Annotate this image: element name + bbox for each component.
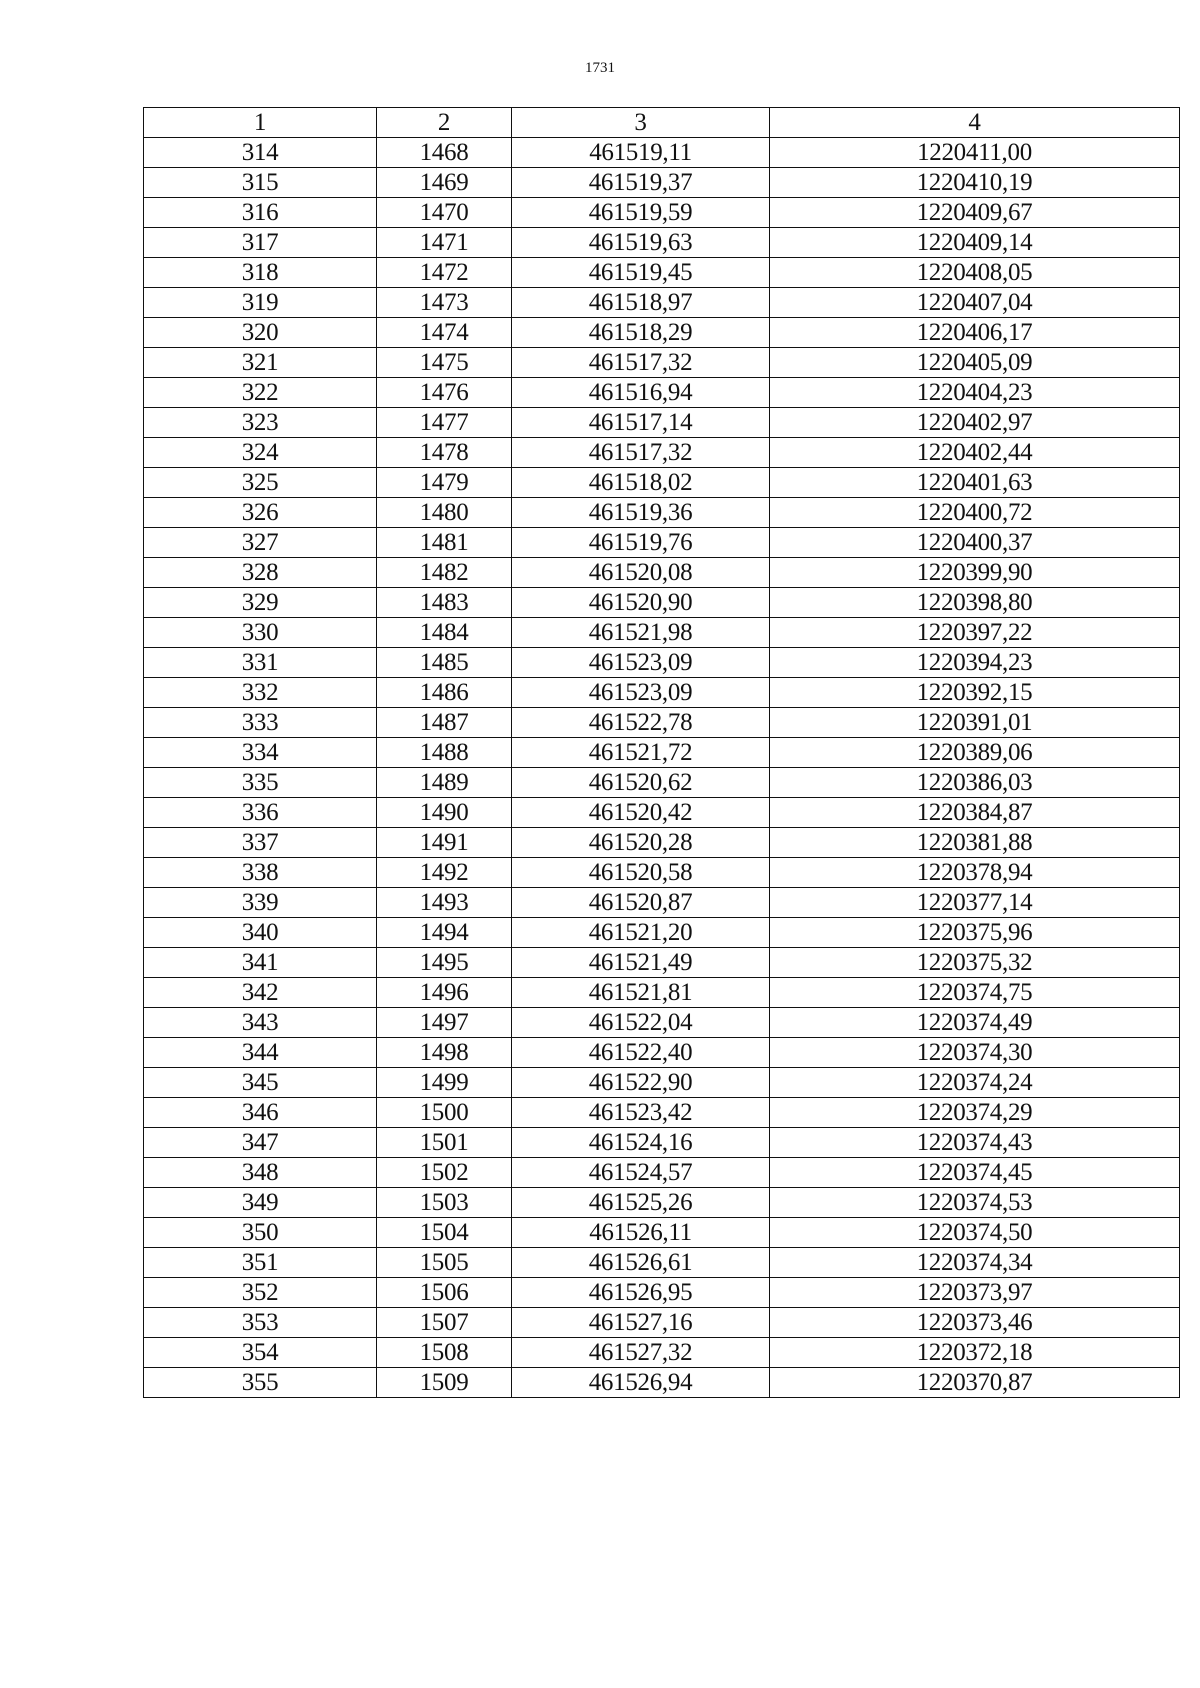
table-cell-col-3: 461526,95 <box>512 1278 770 1308</box>
table-row <box>144 1038 1180 1068</box>
table-cell-col-1: 325 <box>144 468 377 498</box>
table-cell-col-3: 461523,09 <box>512 678 770 708</box>
table-cell-col-1: 340 <box>144 918 377 948</box>
table-cell-col-3: 461523,09 <box>512 648 770 678</box>
header-cell-1: 1 <box>144 108 377 138</box>
table-cell-col-1: 314 <box>144 138 377 168</box>
table-row <box>144 528 1180 558</box>
table-cell-col-4: 1220392,15 <box>770 678 1180 708</box>
table-cell-col-1: 351 <box>144 1248 377 1278</box>
table-cell-col-3: 461520,42 <box>512 798 770 828</box>
table-cell-col-4: 1220394,23 <box>770 648 1180 678</box>
table-row <box>144 618 1180 648</box>
table-cell-col-1: 320 <box>144 318 377 348</box>
header-cell-2: 2 <box>377 108 512 138</box>
table-cell-col-2: 1506 <box>377 1278 512 1308</box>
table-cell-col-4: 1220375,32 <box>770 948 1180 978</box>
table-cell-col-1: 347 <box>144 1128 377 1158</box>
table-cell-col-4: 1220389,06 <box>770 738 1180 768</box>
table-cell-col-3: 461520,28 <box>512 828 770 858</box>
table-cell-col-4: 1220410,19 <box>770 168 1180 198</box>
table-cell-col-3: 461516,94 <box>512 378 770 408</box>
table-cell-col-4: 1220374,24 <box>770 1068 1180 1098</box>
table-cell-col-3: 461526,61 <box>512 1248 770 1278</box>
table-cell-col-1: 327 <box>144 528 377 558</box>
table-row <box>144 1098 1180 1128</box>
table-cell-col-2: 1476 <box>377 378 512 408</box>
table-cell-col-2: 1468 <box>377 138 512 168</box>
table-cell-col-3: 461522,40 <box>512 1038 770 1068</box>
table-cell-col-3: 461519,45 <box>512 258 770 288</box>
table-cell-col-4: 1220374,30 <box>770 1038 1180 1068</box>
table-row <box>144 288 1180 318</box>
table-row <box>144 468 1180 498</box>
table-cell-col-2: 1471 <box>377 228 512 258</box>
table-cell-col-4: 1220386,03 <box>770 768 1180 798</box>
table-cell-col-3: 461520,58 <box>512 858 770 888</box>
table-cell-col-2: 1478 <box>377 438 512 468</box>
table-cell-col-4: 1220373,97 <box>770 1278 1180 1308</box>
table-cell-col-2: 1496 <box>377 978 512 1008</box>
table-cell-col-2: 1499 <box>377 1068 512 1098</box>
table-row <box>144 318 1180 348</box>
table-row <box>144 138 1180 168</box>
table-cell-col-2: 1503 <box>377 1188 512 1218</box>
table-cell-col-4: 1220402,97 <box>770 408 1180 438</box>
table-cell-col-3: 461522,04 <box>512 1008 770 1038</box>
table-cell-col-2: 1491 <box>377 828 512 858</box>
table-cell-col-2: 1501 <box>377 1128 512 1158</box>
table-cell-col-3: 461517,32 <box>512 438 770 468</box>
table-cell-col-4: 1220406,17 <box>770 318 1180 348</box>
table-cell-col-2: 1470 <box>377 198 512 228</box>
table-cell-col-4: 1220381,88 <box>770 828 1180 858</box>
table-cell-col-1: 341 <box>144 948 377 978</box>
table-cell-col-4: 1220409,14 <box>770 228 1180 258</box>
table-row <box>144 888 1180 918</box>
table-row <box>144 1128 1180 1158</box>
table-cell-col-1: 343 <box>144 1008 377 1038</box>
table-cell-col-2: 1474 <box>377 318 512 348</box>
table-cell-col-2: 1490 <box>377 798 512 828</box>
table-cell-col-1: 344 <box>144 1038 377 1068</box>
table-cell-col-1: 335 <box>144 768 377 798</box>
table-body <box>144 138 1180 1398</box>
table-cell-col-2: 1469 <box>377 168 512 198</box>
table-cell-col-1: 337 <box>144 828 377 858</box>
table-cell-col-4: 1220378,94 <box>770 858 1180 888</box>
table-row <box>144 588 1180 618</box>
table-cell-col-1: 318 <box>144 258 377 288</box>
table-cell-col-4: 1220375,96 <box>770 918 1180 948</box>
table-cell-col-4: 1220409,67 <box>770 198 1180 228</box>
header-row <box>144 108 1180 138</box>
table-cell-col-1: 323 <box>144 408 377 438</box>
table-cell-col-4: 1220372,18 <box>770 1338 1180 1368</box>
table-cell-col-4: 1220397,22 <box>770 618 1180 648</box>
table-row <box>144 1158 1180 1188</box>
table-cell-col-3: 461526,11 <box>512 1218 770 1248</box>
table-cell-col-1: 328 <box>144 558 377 588</box>
table-cell-col-3: 461524,16 <box>512 1128 770 1158</box>
table-cell-col-3: 461518,97 <box>512 288 770 318</box>
table-cell-col-3: 461519,59 <box>512 198 770 228</box>
table-cell-col-1: 353 <box>144 1308 377 1338</box>
table-cell-col-3: 461519,11 <box>512 138 770 168</box>
table-cell-col-1: 342 <box>144 978 377 1008</box>
table-cell-col-2: 1489 <box>377 768 512 798</box>
table-row <box>144 348 1180 378</box>
table-cell-col-1: 315 <box>144 168 377 198</box>
table-cell-col-4: 1220398,80 <box>770 588 1180 618</box>
table-row <box>144 918 1180 948</box>
table-cell-col-3: 461524,57 <box>512 1158 770 1188</box>
table-cell-col-4: 1220374,43 <box>770 1128 1180 1158</box>
table-row <box>144 1188 1180 1218</box>
table-cell-col-2: 1492 <box>377 858 512 888</box>
table-cell-col-4: 1220391,01 <box>770 708 1180 738</box>
table-cell-col-2: 1485 <box>377 648 512 678</box>
table-cell-col-4: 1220384,87 <box>770 798 1180 828</box>
table-row <box>144 498 1180 528</box>
table-row <box>144 1218 1180 1248</box>
table-cell-col-3: 461517,32 <box>512 348 770 378</box>
table-cell-col-1: 319 <box>144 288 377 318</box>
table-cell-col-4: 1220404,23 <box>770 378 1180 408</box>
table-cell-col-3: 461523,42 <box>512 1098 770 1128</box>
table-cell-col-1: 355 <box>144 1368 377 1398</box>
table-cell-col-3: 461520,62 <box>512 768 770 798</box>
table-cell-col-2: 1480 <box>377 498 512 528</box>
table-cell-col-4: 1220373,46 <box>770 1308 1180 1338</box>
coordinates-table <box>143 107 1180 1398</box>
table-cell-col-3: 461521,72 <box>512 738 770 768</box>
table-cell-col-2: 1482 <box>377 558 512 588</box>
table-row <box>144 1338 1180 1368</box>
table-cell-col-1: 330 <box>144 618 377 648</box>
table-row <box>144 978 1180 1008</box>
table-cell-col-2: 1488 <box>377 738 512 768</box>
table-cell-col-1: 321 <box>144 348 377 378</box>
table-cell-col-2: 1498 <box>377 1038 512 1068</box>
table-cell-col-1: 332 <box>144 678 377 708</box>
table-cell-col-4: 1220374,53 <box>770 1188 1180 1218</box>
table-cell-col-3: 461518,29 <box>512 318 770 348</box>
table-cell-col-2: 1481 <box>377 528 512 558</box>
table-cell-col-3: 461519,37 <box>512 168 770 198</box>
table-cell-col-3: 461521,98 <box>512 618 770 648</box>
table-cell-col-3: 461526,94 <box>512 1368 770 1398</box>
table-cell-col-3: 461525,26 <box>512 1188 770 1218</box>
table-cell-col-2: 1483 <box>377 588 512 618</box>
table-cell-col-1: 354 <box>144 1338 377 1368</box>
table-cell-col-3: 461522,78 <box>512 708 770 738</box>
table-cell-col-3: 461519,36 <box>512 498 770 528</box>
table-cell-col-2: 1495 <box>377 948 512 978</box>
table-row <box>144 168 1180 198</box>
table-header <box>144 108 1180 138</box>
table-cell-col-1: 322 <box>144 378 377 408</box>
table-cell-col-2: 1475 <box>377 348 512 378</box>
table-cell-col-4: 1220374,45 <box>770 1158 1180 1188</box>
table-cell-col-2: 1497 <box>377 1008 512 1038</box>
page-number: 1731 <box>585 60 615 76</box>
table-row <box>144 1248 1180 1278</box>
table-cell-col-1: 350 <box>144 1218 377 1248</box>
table-cell-col-2: 1473 <box>377 288 512 318</box>
table-cell-col-2: 1472 <box>377 258 512 288</box>
table-cell-col-4: 1220407,04 <box>770 288 1180 318</box>
table-cell-col-1: 336 <box>144 798 377 828</box>
table-cell-col-4: 1220374,29 <box>770 1098 1180 1128</box>
table-cell-col-1: 349 <box>144 1188 377 1218</box>
table-cell-col-4: 1220405,09 <box>770 348 1180 378</box>
table-cell-col-4: 1220374,49 <box>770 1008 1180 1038</box>
table-cell-col-2: 1479 <box>377 468 512 498</box>
table-cell-col-1: 348 <box>144 1158 377 1188</box>
table-row <box>144 798 1180 828</box>
header-cell-4: 4 <box>770 108 1180 138</box>
table-cell-col-3: 461519,76 <box>512 528 770 558</box>
table-cell-col-3: 461519,63 <box>512 228 770 258</box>
table-row <box>144 378 1180 408</box>
table-cell-col-4: 1220399,90 <box>770 558 1180 588</box>
table-cell-col-1: 329 <box>144 588 377 618</box>
table-cell-col-1: 317 <box>144 228 377 258</box>
table-cell-col-3: 461517,14 <box>512 408 770 438</box>
table-row <box>144 768 1180 798</box>
table-row <box>144 1008 1180 1038</box>
table-cell-col-1: 334 <box>144 738 377 768</box>
table-row <box>144 648 1180 678</box>
table-cell-col-2: 1486 <box>377 678 512 708</box>
table-cell-col-4: 1220374,50 <box>770 1218 1180 1248</box>
table-row <box>144 738 1180 768</box>
table-cell-col-3: 461522,90 <box>512 1068 770 1098</box>
table-cell-col-4: 1220408,05 <box>770 258 1180 288</box>
table-row <box>144 1068 1180 1098</box>
table-cell-col-4: 1220401,63 <box>770 468 1180 498</box>
table-cell-col-3: 461520,87 <box>512 888 770 918</box>
table-cell-col-2: 1508 <box>377 1338 512 1368</box>
table-row <box>144 858 1180 888</box>
table-row <box>144 228 1180 258</box>
table-cell-col-4: 1220374,34 <box>770 1248 1180 1278</box>
table-cell-col-1: 316 <box>144 198 377 228</box>
table-cell-col-4: 1220370,87 <box>770 1368 1180 1398</box>
table-cell-col-2: 1505 <box>377 1248 512 1278</box>
table-row <box>144 408 1180 438</box>
table-row <box>144 1278 1180 1308</box>
table-cell-col-4: 1220402,44 <box>770 438 1180 468</box>
table-cell-col-4: 1220400,72 <box>770 498 1180 528</box>
table-cell-col-2: 1487 <box>377 708 512 738</box>
table-row <box>144 678 1180 708</box>
table-cell-col-3: 461520,90 <box>512 588 770 618</box>
table-cell-col-1: 339 <box>144 888 377 918</box>
table-cell-col-2: 1500 <box>377 1098 512 1128</box>
table-cell-col-3: 461520,08 <box>512 558 770 588</box>
table-cell-col-1: 346 <box>144 1098 377 1128</box>
table-row <box>144 1308 1180 1338</box>
table-cell-col-2: 1493 <box>377 888 512 918</box>
table-cell-col-4: 1220400,37 <box>770 528 1180 558</box>
table-row <box>144 258 1180 288</box>
table-cell-col-4: 1220377,14 <box>770 888 1180 918</box>
table-cell-col-2: 1504 <box>377 1218 512 1248</box>
table-row <box>144 948 1180 978</box>
header-cell-3: 3 <box>512 108 770 138</box>
table-row <box>144 828 1180 858</box>
table-cell-col-3: 461518,02 <box>512 468 770 498</box>
table-cell-col-3: 461521,20 <box>512 918 770 948</box>
table-row <box>144 558 1180 588</box>
table-cell-col-2: 1494 <box>377 918 512 948</box>
table-cell-col-4: 1220374,75 <box>770 978 1180 1008</box>
table-cell-col-2: 1507 <box>377 1308 512 1338</box>
table-cell-col-1: 326 <box>144 498 377 528</box>
table-cell-col-1: 352 <box>144 1278 377 1308</box>
table-cell-col-4: 1220411,00 <box>770 138 1180 168</box>
table-cell-col-1: 331 <box>144 648 377 678</box>
table-cell-col-1: 333 <box>144 708 377 738</box>
table-cell-col-3: 461521,81 <box>512 978 770 1008</box>
table-cell-col-3: 461527,16 <box>512 1308 770 1338</box>
table-cell-col-3: 461527,32 <box>512 1338 770 1368</box>
table-cell-col-2: 1502 <box>377 1158 512 1188</box>
table-cell-col-1: 324 <box>144 438 377 468</box>
table-cell-col-1: 338 <box>144 858 377 888</box>
table-row <box>144 708 1180 738</box>
table-cell-col-2: 1477 <box>377 408 512 438</box>
table-cell-col-2: 1484 <box>377 618 512 648</box>
table-cell-col-2: 1509 <box>377 1368 512 1398</box>
table-cell-col-1: 345 <box>144 1068 377 1098</box>
table-row <box>144 1368 1180 1398</box>
table-cell-col-3: 461521,49 <box>512 948 770 978</box>
table-row <box>144 438 1180 468</box>
table-row <box>144 198 1180 228</box>
